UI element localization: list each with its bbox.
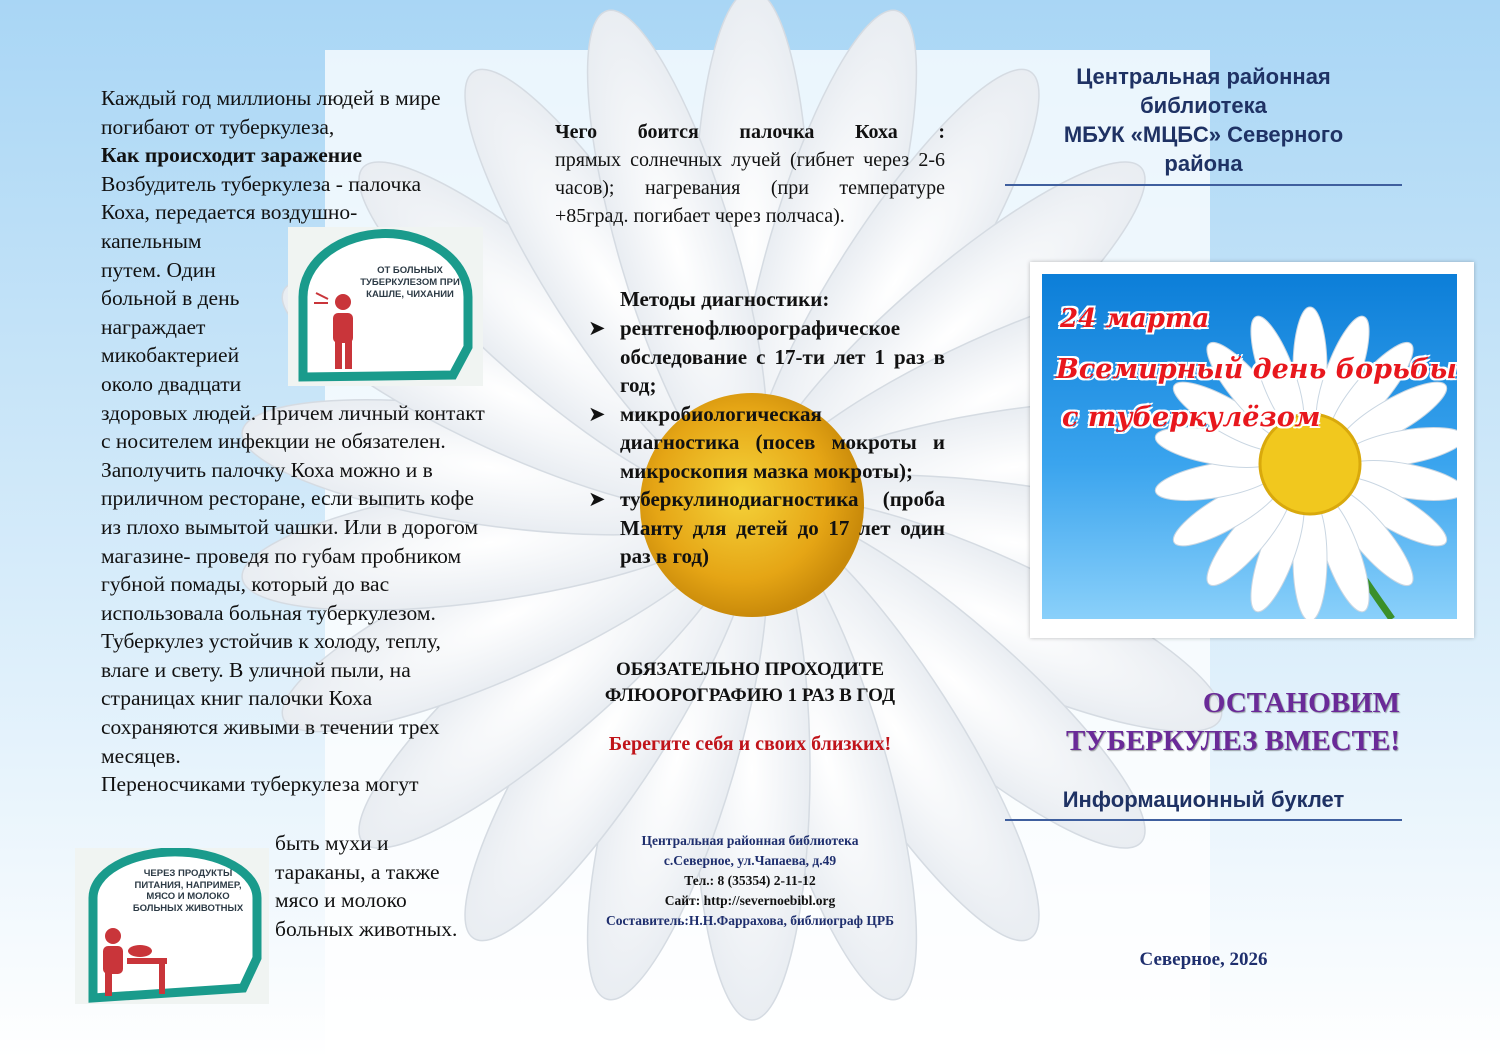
pictogram-1-text: ОТ БОЛЬНЫХ ТУБЕРКУЛЕЗОМ ПРИ КАШЛЕ, ЧИХАНИИ (360, 265, 460, 300)
contact-library-name: Центральная районная библиотека (641, 833, 859, 848)
fluorography-notice (560, 657, 940, 709)
diagnostic-item-text: туберкулинодиагностика (проба Манту для детей до 17 лет один раз в год) (620, 487, 945, 568)
intro-text: Каждый год миллионы людей в мире погибают от туберкулеза, (101, 86, 441, 139)
contact-address: с.Северное, ул.Чапаева, д.49 (663, 853, 837, 868)
stop-tb-slogan (1040, 684, 1400, 760)
arrow-bullet-icon: ➤ (588, 316, 606, 340)
arrow-bullet-icon: ➤ (588, 401, 606, 426)
carrier-line: быть мухи и (275, 831, 389, 855)
city-year: Северное, 2026 (1139, 949, 1268, 970)
arrow-bullet-icon: ➤ (588, 487, 606, 511)
narrow-line: больной в день (101, 286, 240, 311)
narrow-line: около двадцати (101, 371, 242, 396)
diagnostic-item-text: микробиологическая диагностика (посев мокроты и микроскопия мазка мокроты); (620, 401, 945, 483)
slogan-line: ОСТАНОВИМ (1202, 687, 1400, 719)
library-title-line: района (1164, 151, 1243, 176)
carrier-line: тараканы, а также (275, 859, 440, 884)
pictogram-2-text: ЧЕРЕЗ ПРОДУКТЫ ПИТАНИЯ, НАПРИМЕР, МЯСО И МОЛОКО БОЛЬНЫХ ЖИВОТНЫХ (132, 868, 244, 914)
fears-heading: Чего боится палочка Коха : (555, 121, 945, 143)
library-title-line: Центральная районная (1076, 64, 1331, 89)
notice-line: ФЛЮОРОГРАФИЮ 1 РАЗ В ГОД (604, 685, 896, 706)
list-item (588, 485, 945, 571)
list-item (588, 400, 945, 486)
narrow-line: путем. Один (101, 257, 216, 282)
narrow-line: награждает (101, 314, 206, 339)
infection-rest-text: здоровых людей. Причем личный контакт с носителем инфекции не обязателен. Заполучить палочку Коха можно и в приличном ресторане, если выпить кофе из плохо вымытой чашки. Или в дорогом магазине- проведя по губам пробником губной помады, который до вас использовала больная туберкулезом. Туберкулез устойчив к холоду, теплу, влаге и свету. В уличной пыли, на страницах книг палочки Коха сохраняются живыми в течении трех месяцев. (101, 400, 485, 768)
infection-heading: Как происходит заражение (101, 143, 363, 168)
contacts-block (560, 831, 940, 931)
poster-date: 24 марта (1060, 304, 1210, 334)
left-column (101, 84, 493, 799)
koch-fears-block (555, 118, 945, 230)
carriers-lines (275, 829, 495, 943)
poster-title-line: Всемирный день борьбы (1056, 354, 1457, 385)
fears-text: прямых солнечных лучей (гибнет через 2-6 часов); нагревания (при температуре +85град. погибает через полчаса). (555, 149, 945, 227)
library-title (1005, 62, 1402, 178)
carriers-line-1: Переносчиками туберкулеза могут (101, 772, 419, 797)
infection-line-2: Коха, передается воздушно- (101, 200, 358, 225)
divider (1005, 184, 1402, 186)
booklet-label: Информационный буклет (1062, 787, 1345, 812)
diagnostics-list (588, 314, 945, 571)
library-title-line: МБУК «МЦБС» Северного (1063, 122, 1344, 147)
food-infection-pictogram (75, 848, 269, 1004)
contact-author: Составитель:Н.Н.Фаррахова, библиограф ЦРБ (605, 913, 895, 928)
carrier-line: мясо и молоко (275, 888, 407, 913)
carrier-line: больных животных. (275, 916, 458, 941)
poster-title-line: с туберкулёзом (1062, 402, 1321, 433)
world-tb-day-poster (1030, 262, 1474, 638)
notice-line: ОБЯЗАТЕЛЬНО ПРОХОДИТЕ (616, 659, 884, 680)
cough-infection-pictogram (288, 227, 483, 386)
narrow-line: капельным (101, 228, 202, 253)
contact-phone: Тел.: 8 (35354) 2-11-12 (684, 873, 816, 888)
infection-line-1: Возбудитель туберкулеза - палочка (101, 171, 421, 196)
slogan-line: ТУБЕРКУЛЕЗ ВМЕСТЕ! (1066, 725, 1400, 757)
care-slogan: Берегите себя и своих близких! (608, 733, 892, 755)
narrow-line: микобактерией (101, 343, 240, 368)
contact-site: Сайт: http://severnoebibl.org (664, 893, 836, 908)
diagnostic-item-text: рентгенофлюорографическое обследование с 17-ти лет 1 раз в год; (620, 316, 945, 397)
infection-narrow-lines (101, 227, 281, 399)
divider (1005, 819, 1402, 821)
diagnostics-heading: Методы диагностики: (620, 287, 830, 311)
list-item (588, 314, 945, 400)
library-title-line: библиотека (1140, 93, 1267, 118)
